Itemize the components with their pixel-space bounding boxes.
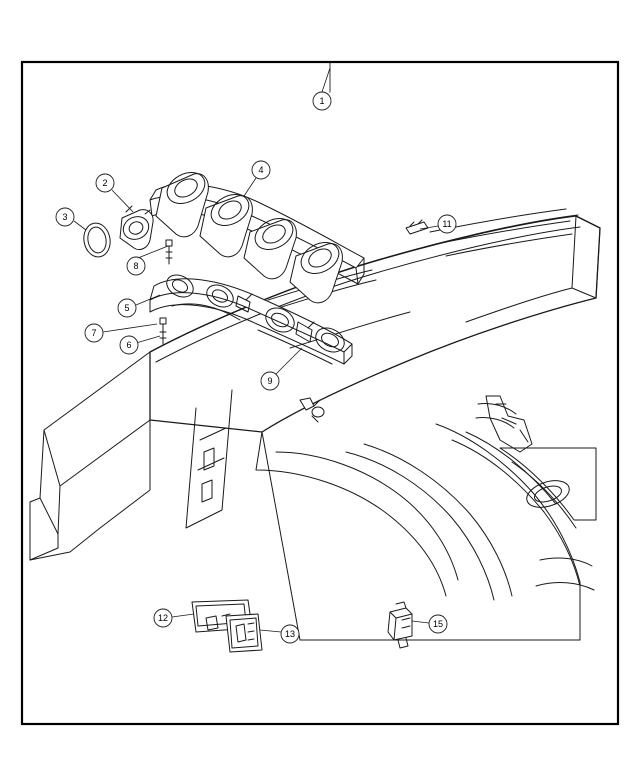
callout-8[interactable]: [127, 257, 145, 275]
callout-label: 12: [157, 613, 169, 623]
callout-6[interactable]: [120, 336, 138, 354]
callout-3[interactable]: [56, 208, 74, 226]
callout-label: 9: [267, 376, 273, 386]
callout-label: 11: [442, 219, 452, 229]
callout-label: 15: [432, 619, 444, 629]
callout-13[interactable]: [281, 625, 299, 643]
callout-4[interactable]: [252, 161, 270, 179]
callout-1[interactable]: [313, 92, 331, 110]
callout-label: 13: [284, 629, 296, 639]
callout-label: 2: [102, 178, 108, 188]
callout-12[interactable]: [154, 609, 172, 627]
callout-9[interactable]: [261, 372, 279, 390]
callout-label: 7: [91, 328, 97, 338]
callout-label: 3: [62, 212, 68, 222]
callout-label: 5: [124, 303, 130, 313]
callout-label: 1: [319, 96, 325, 106]
callout-label: 4: [258, 165, 264, 175]
callout-11[interactable]: [438, 215, 456, 233]
callout-5[interactable]: [118, 299, 136, 317]
callout-7[interactable]: [85, 324, 103, 342]
callout-15[interactable]: [429, 615, 447, 633]
callout-label: 6: [126, 340, 132, 350]
callout-label: 8: [133, 261, 139, 271]
callout-2[interactable]: [96, 174, 114, 192]
